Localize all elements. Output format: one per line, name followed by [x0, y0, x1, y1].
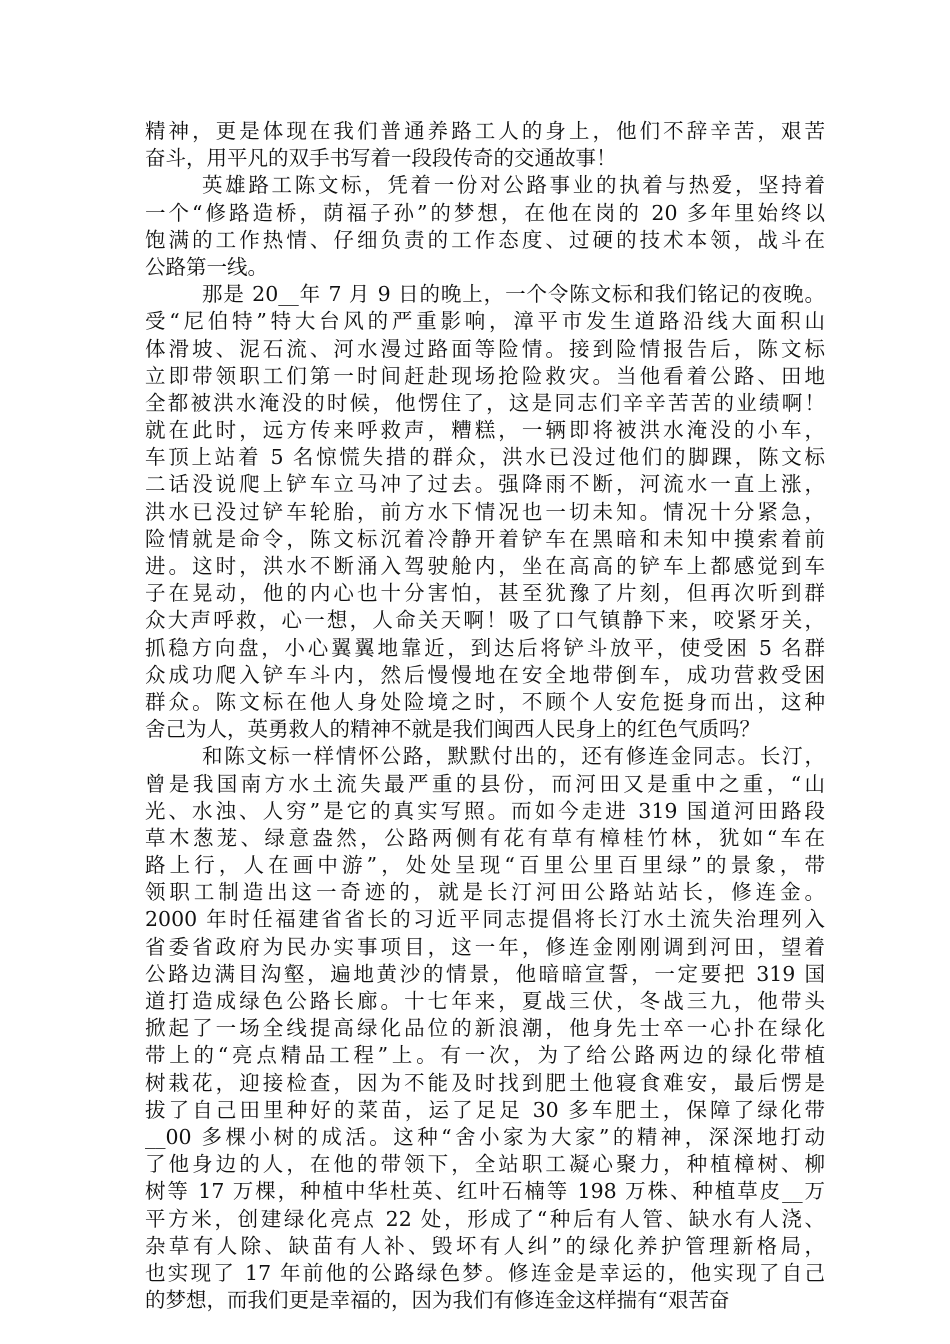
text-line: 众大声呼救，心一想，人命关天啊！吸了口气镇静下来，咬紧牙关， [145, 608, 825, 633]
text-line: 省委省政府为民办实事项目，这一年，修连金刚刚调到河田，望着 [145, 934, 825, 959]
text-line: 光、水浊、人穷”是它的真实写照。而如今走进 319 国道河田路段 [145, 798, 825, 823]
text-line: 和陈文标一样情怀公路，默默付出的，还有修连金同志。长汀， [202, 744, 825, 769]
text-line: 树等 17 万棵，种植中华杜英、红叶石楠等 198 万株、种植草皮__万 [145, 1179, 825, 1204]
paragraph [145, 281, 825, 743]
text-line: 道打造成绿色公路长廊。十七年来，夏战三伏，冬战三九，他带头 [145, 989, 825, 1013]
text-line: 也实现了 17 年前他的公路绿色梦。修连金是幸运的，他实现了自己 [145, 1260, 825, 1285]
text-line: 二话没说爬上铲车立马冲了过去。强降雨不断，河流水一直上涨， [145, 472, 825, 497]
text-line: 带上的“亮点精品工程”上。有一次，为了给公路两边的绿化带植 [145, 1043, 825, 1068]
text-line: 进。这时，洪水不断涌入驾驶舱内，坐在高高的铲车上都感觉到车 [145, 554, 825, 578]
text-line: 曾是我国南方水土流失最严重的县份，而河田又是重中之重，“山 [145, 771, 825, 796]
text-line: 掀起了一场全线提高绿化品位的新浪潮，他身先士卒一心扑在绿化 [145, 1016, 825, 1041]
text-line: 就在此时，远方传来呼救声，糟糕，一辆即将被洪水淹没的小车， [145, 418, 825, 443]
text-line: 草木葱茏、绿意盎然，公路两侧有花有草有樟桂竹林，犹如“车在 [145, 825, 825, 850]
text-line: 车顶上站着 5 名惊慌失措的群众，洪水已没过他们的脚踝，陈文标 [145, 445, 825, 470]
text-line: 英雄路工陈文标，凭着一份对公路事业的执着与热爱，坚持着 [202, 173, 825, 198]
text-line: 杂草有人除、缺苗有人补、毁坏有人纠”的绿化养护管理新格局， [145, 1233, 825, 1258]
text-line: 舍己为人，英勇救人的精神不就是我们闽西人民身上的红色气质吗？ [145, 717, 760, 742]
text-line: 立即带领职工们第一时间赶赴现场抢险救灾。当他看着公路、田地 [145, 363, 825, 388]
text-line: 的梦想，而我们更是幸福的，因为我们有修连金这样揣有“艰苦奋 [145, 1288, 730, 1313]
text-line: 路上行，人在画中游”，处处呈现“百里公里百里绿”的景象，带 [145, 853, 825, 878]
text-line: 树栽花，迎接检查，因为不能及时找到肥土他寝食难安，最后愣是 [145, 1070, 825, 1095]
text-line: 领职工制造出这一奇迹的，就是长汀河田公路站站长，修连金。 [145, 880, 825, 905]
text-line: 精神，更是体现在我们普通养路工人的身上，他们不辞辛苦，艰苦 [145, 119, 825, 143]
text-line: 2000 年时任福建省省长的习近平同志提倡将长汀水土流失治理列入 [145, 907, 825, 932]
paragraph [145, 743, 825, 1314]
text-line: 一个“修路造桥，荫福子孙”的梦想，在他在岗的 20 多年里始终以 [145, 200, 825, 225]
text-line: 奋斗，用平凡的双手书写着一段段传奇的交通故事！ [145, 146, 617, 171]
text-line: 群众。陈文标在他人身处险境之时，不顾个人安危挺身而出，这种 [145, 689, 825, 714]
text-line: 那是 20__年 7 月 9 日的晚上，一个令陈文标和我们铭记的夜晚。 [202, 282, 825, 307]
text-line: 子在晃动，他的内心也十分害怕，甚至犹豫了片刻，但再次听到群 [145, 581, 825, 606]
text-line: 险情就是命令，陈文标沉着冷静开着铲车在黑暗和未知中摸索着前 [145, 526, 825, 551]
text-line: __00 多棵小树的成活。这种“舍小家为大家”的精神，深深地打动 [145, 1124, 825, 1149]
text-line: 饱满的工作热情、仔细负责的工作态度、过硬的技术本领，战斗在 [145, 227, 825, 252]
text-line: 拔了自己田里种好的菜苗，运了足足 30 多车肥土，保障了绿化带 [145, 1097, 825, 1122]
text-line: 公路边满目沟壑，遍地黄沙的情景，他暗暗宣誓，一定要把 319 国 [145, 961, 825, 986]
document-body [145, 118, 825, 1314]
text-line: 受“尼伯特”特大台风的严重影响，漳平市发生道路沿线大面积山 [145, 309, 825, 334]
text-line: 众成功爬入铲车斗内，然后慢慢地在安全地带倒车，成功营救受困 [145, 662, 825, 687]
paragraph [145, 172, 825, 281]
text-line: 体滑坡、泥石流、河水漫过路面等险情。接到险情报告后，陈文标 [145, 336, 825, 361]
text-line: 公路第一线。 [145, 254, 268, 279]
paragraph [145, 118, 825, 172]
text-line: 洪水已没过铲车轮胎，前方水下情况也一切未知。情况十分紧急， [145, 499, 825, 524]
text-line: 了他身边的人，在他的带领下，全站职工凝心聚力，种植樟树、柳 [145, 1152, 825, 1177]
text-line: 抓稳方向盘，小心翼翼地靠近，到达后将铲斗放平，使受困 5 名群 [145, 635, 825, 660]
text-line: 平方米，创建绿化亮点 22 处，形成了“种后有人管、缺水有人浇、 [145, 1206, 825, 1231]
text-line: 全都被洪水淹没的时候，他愣住了，这是同志们辛辛苦苦的业绩啊！ [145, 390, 825, 415]
